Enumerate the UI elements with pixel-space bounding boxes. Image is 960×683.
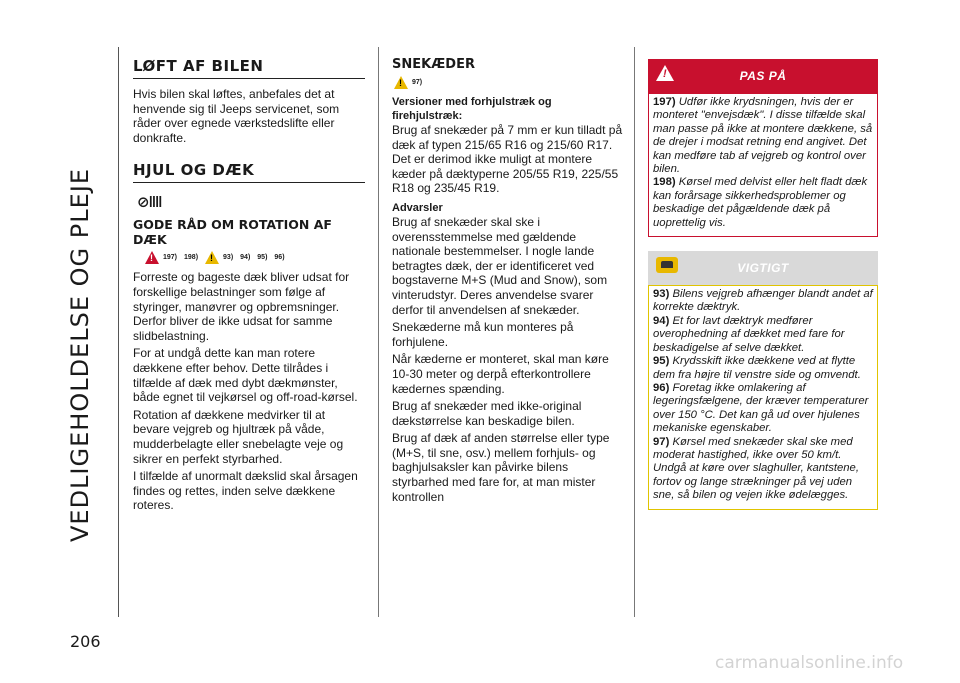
caution-box-title: VIGTIGT (737, 261, 789, 276)
caution-item: 94) Et for lavt dæktryk medfører overophedning af dækket med fare for beskadigelse af selve dækket. (653, 314, 845, 354)
caution-item: 93) Bilens vejgreb afhænger blandt andet af korrekte dæktryk. (653, 288, 873, 314)
page-number: 206 (70, 632, 101, 651)
column-middle (392, 57, 624, 507)
caution-box-header (648, 251, 878, 285)
warning-box (648, 93, 878, 237)
reference-markers (145, 251, 365, 264)
margin-rule (118, 47, 119, 617)
watermark-text: carmanualsonline.info (715, 653, 904, 673)
reference-markers-chains (394, 76, 624, 89)
caution-triangle-icon (394, 76, 408, 89)
section-side-title: VEDLIGEHOLDELSE OG PLEJE (66, 168, 94, 542)
paragraph-chains-1: Brug af snekæder skal ske i overensstemmelse med gældende nationale bestemmelser. I nogle lande betragtes dæk, der er identificeret ved bogstaverne M+S (Mud and Snow), som vinterudstyr. Deres anvendelse svarer derfor til anvendelsen af snekæder. (392, 214, 608, 317)
ref-93: 93) (223, 254, 234, 262)
paragraph-rotation-3: Rotation af dækkene medvirker til at bevare vejgreb og hjultræk på våde, mudderbelagte eller snebelagte veje og sikrer en perfekt styrbarhed. (133, 407, 344, 466)
car-caution-icon (656, 257, 678, 273)
heading-lift: LØFT AF BILEN (133, 57, 365, 79)
ref-96: 96) (274, 254, 285, 262)
paragraph-chains-3: Når kæderne er monteret, skal man køre 10-30 meter og derpå efterkontrollere kædernes spænding. (392, 352, 609, 396)
paragraph-chains-5: Brug af dæk af anden størrelse eller type (M+S, til sne, osv.) mellem forhjuls- og baghjulsaksler kan påvirke bilens styrbarhed med fare for, at man mister kontrollen (392, 431, 610, 504)
warning-box-title: PAS PÅ (739, 69, 787, 83)
warning-triangle-icon (145, 251, 159, 264)
column-left (133, 57, 365, 516)
paragraph-chains-2: Snekæderne må kun monteres på forhjulene. (392, 320, 574, 349)
ref-94: 94) (240, 254, 251, 262)
caution-item: 95) Krydsskift ikke dækkene ved at flytte dem fra højre til venstre side og omvendt. (653, 355, 861, 381)
subheading-warnings: Advarsler (392, 201, 443, 214)
caution-item: 97) Kørsel med snekæder skal ske med moderat hastighed, ikke over 50 km/t. Undgå at køre over slaghuller, kantstene, fortov og lange strækninger på vej uden sne, så bilen og vejen ikke ødelægges. (653, 435, 859, 502)
caution-box (648, 285, 878, 510)
ref-97: 97) (412, 79, 423, 86)
caution-triangle-icon (205, 251, 219, 264)
warning-triangle-icon (656, 65, 674, 84)
warning-box-header (648, 59, 878, 93)
column-right (648, 59, 878, 510)
ref-198: 198) (184, 254, 199, 262)
paragraph-chains-4: Brug af snekæder med ikke-original dækstørrelse kan beskadige bilen. (392, 399, 582, 428)
paragraph-rotation-2: For at undgå dette kan man rotere dækkene efter behov. Dette tilrådes i tilfælde af dæk med dybt dækmønster, både egnet til vejkørsel og off-road-kørsel. (133, 346, 358, 405)
paragraph-versions: Brug af snekæder på 7 mm er kun tilladt på dæk af typen 215/65 R16 og 215/60 R17. Det er derimod ikke muligt at montere kæder på dæktyperne 205/55 R19, 225/55 R18 og 235/45 R19. (392, 123, 623, 196)
heading-wheels: HJUL OG DÆK (133, 161, 365, 183)
paragraph-rotation-1: Forreste og bageste dæk bliver udsat for forskellige belastninger som følge af styringer, manøvrer og opbremsninger. Derfor bliver de ikke udsat for samme slidbelastning. (133, 270, 350, 343)
ref-95: 95) (257, 254, 268, 262)
column-divider-1 (378, 47, 379, 617)
subheading-versions: Versioner med forhjulstræk og firehjulstræk: (392, 96, 552, 122)
ref-197: 197) (163, 254, 178, 262)
tire-icon: ⊘ǁǁ (137, 194, 162, 212)
warning-item: 197) Udfør ikke krydsningen, hvis der er monteret "envejsdæk". I disse tilfælde skal man passe på ikke at montere dækkene, så de drejer i modsat retning end angivet. Det kan medføre tab af vejgreb og kontrol over bilen. (653, 96, 873, 176)
heading-rotation: GODE RÅD OM ROTATION AF DÆK (133, 217, 332, 248)
paragraph-lift: Hvis bilen skal løftes, anbefales det at henvende sig til Jeeps servicenet, som råder over egnede værkstedslifte eller donkrafte. (133, 87, 340, 145)
column-divider-2 (634, 47, 635, 617)
caution-item: 96) Foretag ikke omlakering af legeringsfælgene, der kræver temperaturer over 150 °C. Det kan gå ud over hjulenes mekaniske egenskaber. (653, 381, 869, 435)
warning-item: 198) Kørsel med delvist eller helt fladt dæk kan forårsage sikkerhedsproblemer og beskadige det pågældende dæk på uoprettelig vis. (653, 176, 868, 229)
paragraph-rotation-4: I tilfælde af unormalt dækslid skal årsagen findes og rettes, inden selve dækkene roteres. (133, 469, 358, 513)
heading-snow-chains: SNEKÆDER (392, 57, 475, 72)
